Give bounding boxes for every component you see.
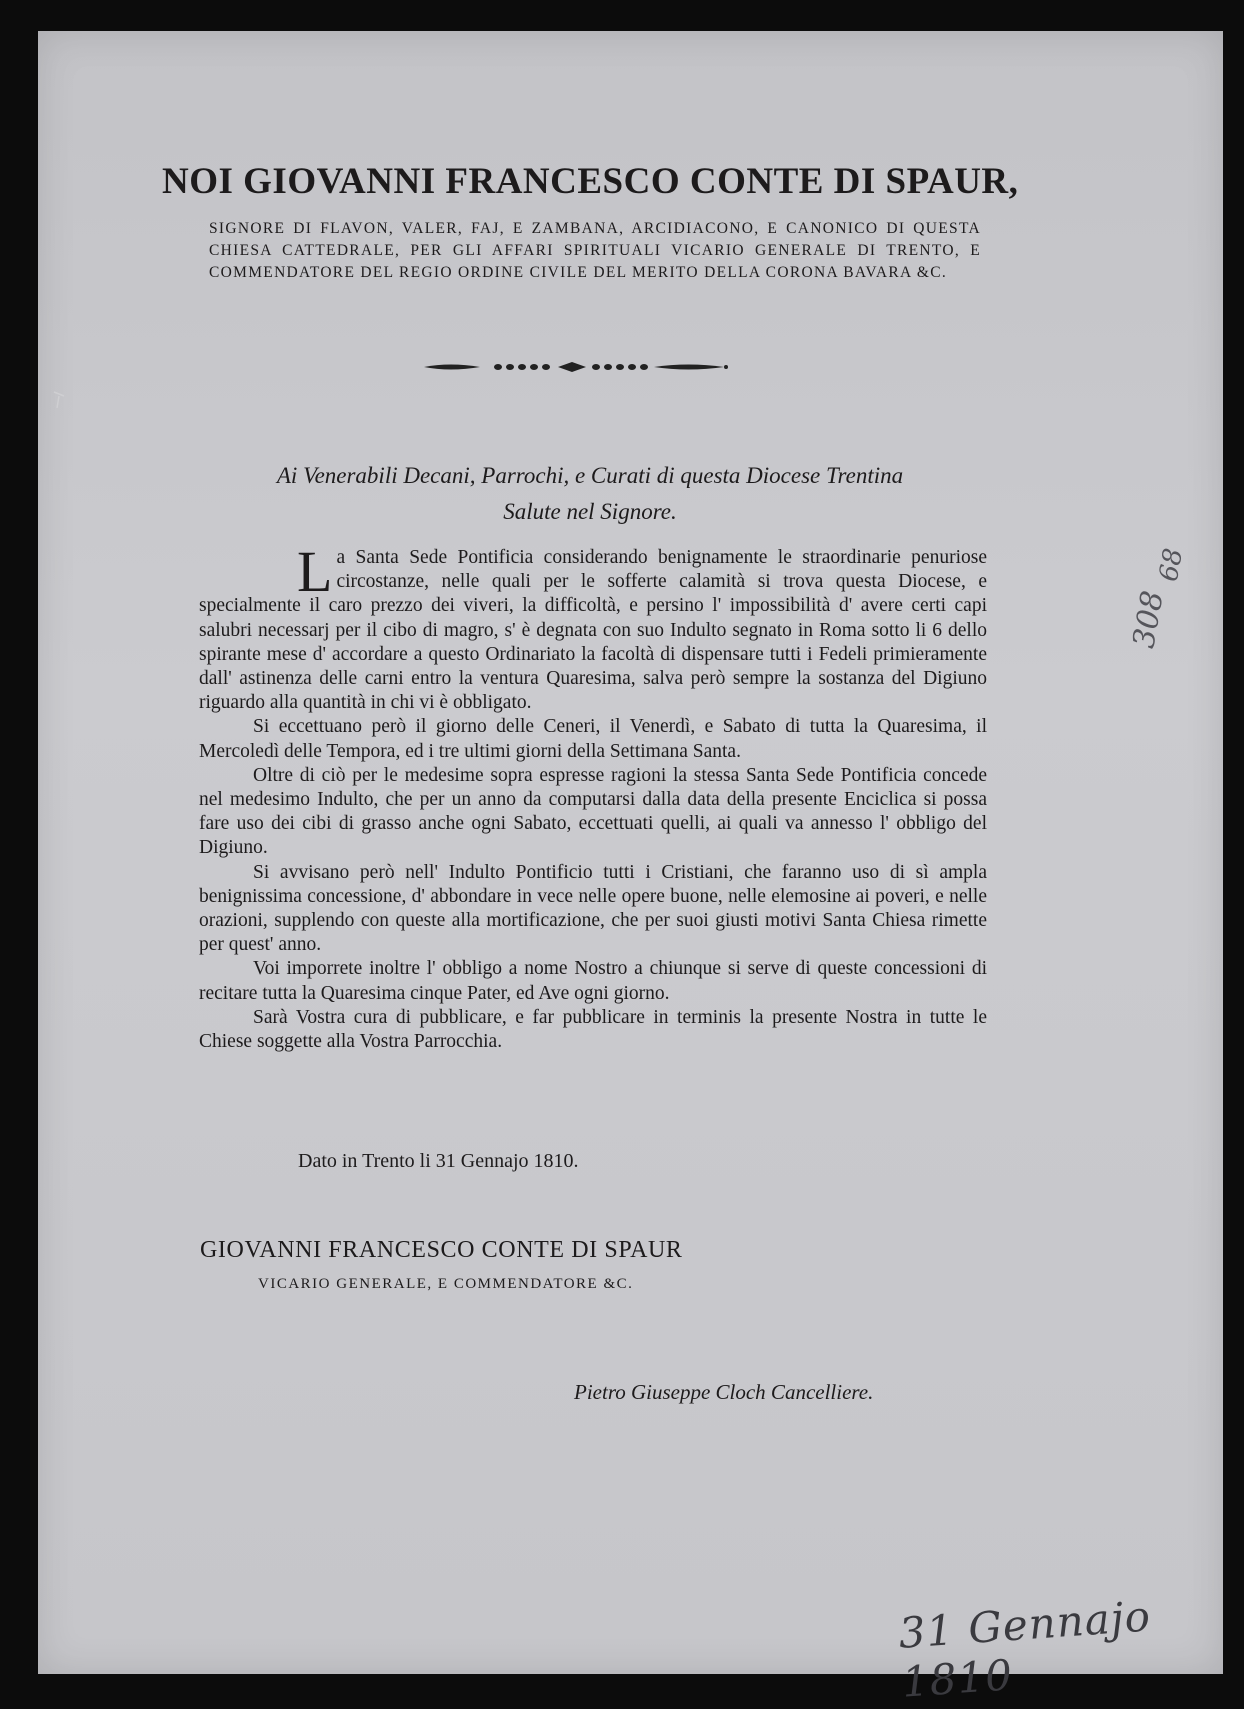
greeting-line-2: Salute nel Signore. xyxy=(503,499,677,524)
paragraph-6: Sarà Vostra cura di pubblicare, e far pubblicare in terminis la presente Nostra in tutte le Chiese soggette alla Vostra Parrocchia. xyxy=(199,1006,987,1053)
margin-note-b: 68 xyxy=(1153,546,1190,584)
greeting-line-1: Ai Venerabili Decani, Parrochi, e Curati di questa Diocese Trentina xyxy=(276,463,904,488)
paragraph-4: Si avvisano però nell' Indulto Pontificio tutti i Cristiani, che faranno uso di sì ampla benignissima concessione, d' abbondare in vece nelle opere buone, nelle elemosine ai poveri, e nelle orazioni, supplendo con queste alla mortificazione, che per suoi giusti motivi Santa Chiesa rimette per quest' anno. xyxy=(199,861,987,956)
handwritten-margin-note xyxy=(1050,540,1190,690)
paragraph-1 xyxy=(199,539,987,715)
document-titles: SIGNORE DI FLAVON, VALER, FAJ, E ZAMBANA, ARCIDIACONO, E CANONICO DI QUESTA CHIESA CATTEDRALE, PER GLI AFFARI SPIRITUALI VICARIO GENERALE DI TRENTO, E COMMENDATORE DEL REGIO ORDINE CIVILE DEL MERITO DELLA CORONA BAVARA &C. xyxy=(209,220,981,281)
document-body xyxy=(199,539,987,1054)
drop-cap: L xyxy=(297,539,333,604)
paragraph-2: Si eccettuano però il giorno delle Ceneri, il Venerdì, e Sabato di tutta la Quaresima, il Mercoledì delle Tempora, ed i tre ultimi giorni della Settimana Santa. xyxy=(199,716,987,762)
handwritten-date: 31 Gennajo 1810 xyxy=(897,1591,1153,1707)
paragraph-3: Oltre di ciò per le medesime sopra espresse ragioni la stessa Santa Sede Pontificia concede nel medesimo Indulto, che per un anno da computarsi dalla data della presente Enciclica si possa fare uso dei cibi di grasso anche ogni Sabato, eccettuati quelli, ai quali va annesso l' obbligo del Digiuno. xyxy=(199,764,987,859)
chancellor-signature: Pietro Giuseppe Cloch Cancelliere. xyxy=(574,1380,874,1404)
greeting xyxy=(140,458,1040,530)
signer-title: VICARIO GENERALE, E COMMENDATORE &C. xyxy=(258,1276,634,1292)
paragraph-5: Voi imporrete inoltre l' obbligo a nome Nostro a chiunque si serve di queste concessioni di recitare tutta la Quaresima cinque Pater, ed Ave ogni giorno. xyxy=(199,958,987,1004)
margin-tick-mark xyxy=(52,390,66,410)
paragraph-1-text: a Santa Sede Pontificia considerando benignamente le straordinarie penuriose circostanze, nelle quali per le sofferte calamità si trova questa Diocese, e specialmente il caro prezzo dei viveri, la difficoltà, e persino l' impossibilità d' avere certi capi salubri necessarj per il cibo di magro, s' è degnata con suo Indulto segnato in Roma sotto li 6 dello spirante mese d' accordare a questo Ordinariato la facoltà di dispensare tutti i Fedeli primieramente dall' astinenza delle carni entro la ventura Quaresima, salva però sempre la sostanza del Digiuno riguardo alla quantità in chi vi è obbligato. xyxy=(199,547,987,714)
margin-note-a: 308 xyxy=(1126,588,1171,651)
ornament-divider xyxy=(420,356,740,378)
date-line: Dato in Trento li 31 Gennajo 1810. xyxy=(298,1150,579,1172)
signer-name: GIOVANNI FRANCESCO CONTE DI SPAUR xyxy=(200,1237,683,1263)
document-title: NOI GIOVANNI FRANCESCO CONTE DI SPAUR, xyxy=(162,161,1019,202)
